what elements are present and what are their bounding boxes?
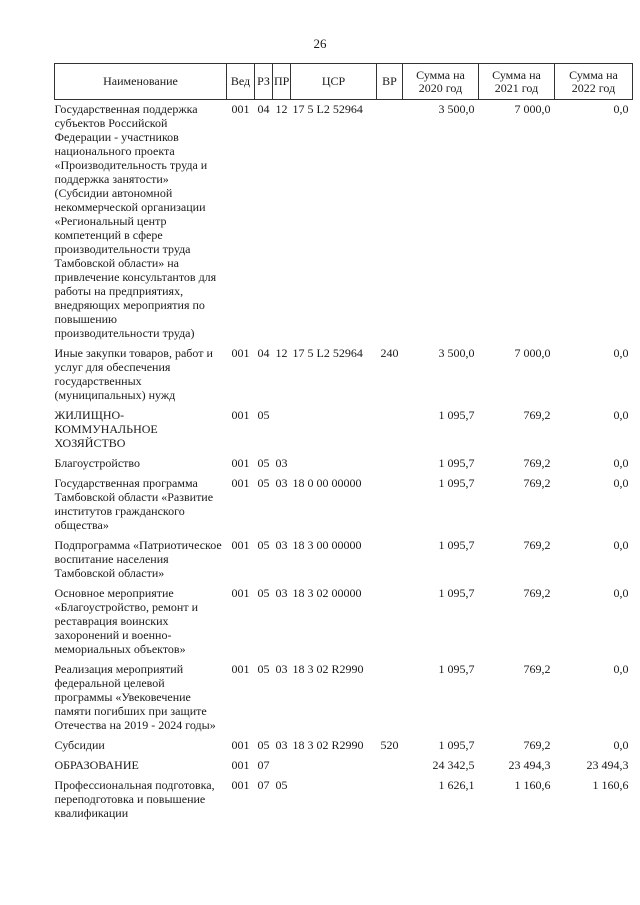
row-csr [291, 772, 377, 820]
table-header-row [55, 64, 633, 100]
row-sum-2021: 1 160,6 [514, 778, 551, 792]
row-pr: 12 [275, 346, 288, 360]
row-ved: 001 [231, 538, 250, 552]
row-vr [377, 752, 403, 772]
row-name: Основное мероприятие «Благоустройство, ремонт и реставрация воинских захоронений и военно-мемориальных объектов» [54, 586, 199, 656]
table-row [55, 470, 633, 532]
row-csr: 18 3 00 00000 [292, 538, 362, 552]
row-sum-2020: 3 500,0 [438, 102, 475, 116]
row-rz: 05 [257, 408, 270, 422]
row-name: Профессиональная подготовка, переподготовка и повышение квалификации [54, 778, 215, 820]
row-ved: 001 [231, 346, 250, 360]
row-name: Реализация мероприятий федеральной целевой программы «Увековечение памяти погибших при защите Отечества на 2019 - 2024 годы» [54, 662, 216, 732]
budget-table [54, 63, 633, 820]
table-row [55, 340, 633, 402]
row-ved: 001 [231, 758, 250, 772]
row-vr [377, 656, 403, 732]
header-vr: ВР [377, 64, 403, 100]
table-row [55, 732, 633, 752]
row-sum-2021: 769,2 [523, 408, 551, 422]
row-sum-2020: 24 342,5 [432, 758, 475, 772]
row-name: Подпрограмма «Патриотическое воспитание населения Тамбовской области» [54, 538, 222, 580]
row-ved: 001 [231, 778, 250, 792]
row-sum-2022: 0,0 [613, 538, 629, 552]
row-sum-2022: 0,0 [613, 456, 629, 470]
header-sum-2022: Сумма на 2022 год [555, 64, 633, 100]
row-rz: 04 [257, 102, 270, 116]
row-name: ОБРАЗОВАНИЕ [54, 758, 139, 772]
header-name: Наименование [55, 64, 227, 100]
row-sum-2022: 0,0 [613, 102, 629, 116]
row-sum-2021: 7 000,0 [514, 346, 551, 360]
row-sum-2021: 769,2 [523, 738, 551, 752]
row-csr: 18 3 02 R2990 [292, 738, 364, 752]
header-sum-2021: Сумма на 2021 год [479, 64, 555, 100]
row-sum-2022: 0,0 [613, 476, 629, 490]
table-row [55, 402, 633, 450]
row-pr: 03 [275, 538, 288, 552]
row-pr: 03 [275, 738, 288, 752]
row-rz: 05 [257, 476, 270, 490]
row-rz: 07 [257, 758, 270, 772]
row-ved: 001 [231, 456, 250, 470]
row-sum-2020: 1 095,7 [438, 662, 475, 676]
row-pr: 03 [275, 476, 288, 490]
row-ved: 001 [231, 738, 250, 752]
table-row [55, 580, 633, 656]
row-sum-2021: 7 000,0 [514, 102, 551, 116]
row-vr [377, 580, 403, 656]
row-csr: 17 5 L2 52964 [292, 102, 363, 116]
row-pr: 03 [275, 586, 288, 600]
row-name: Иные закупки товаров, работ и услуг для обеспечения государственных (муниципальных) нужд [54, 346, 213, 402]
header-csr: ЦСР [291, 64, 377, 100]
row-vr: 240 [380, 346, 399, 360]
row-vr [377, 772, 403, 820]
row-pr [273, 752, 291, 772]
row-sum-2022: 0,0 [613, 408, 629, 422]
header-rz: РЗ [255, 64, 273, 100]
row-sum-2020: 1 095,7 [438, 408, 475, 422]
header-pr: ПР [273, 64, 291, 100]
row-pr: 05 [275, 778, 288, 792]
row-sum-2020: 3 500,0 [438, 346, 475, 360]
row-ved: 001 [231, 102, 250, 116]
row-rz: 04 [257, 346, 270, 360]
row-sum-2021: 769,2 [523, 538, 551, 552]
row-ved: 001 [231, 586, 250, 600]
row-sum-2020: 1 095,7 [438, 738, 475, 752]
row-rz: 07 [257, 778, 270, 792]
page-number: 26 [313, 36, 327, 51]
table-row [55, 752, 633, 772]
row-sum-2022: 1 160,6 [592, 778, 629, 792]
row-csr: 17 5 L2 52964 [292, 346, 363, 360]
header-ved: Вед [227, 64, 255, 100]
row-sum-2021: 769,2 [523, 662, 551, 676]
row-pr [273, 402, 291, 450]
row-sum-2021: 769,2 [523, 586, 551, 600]
row-sum-2020: 1 095,7 [438, 538, 475, 552]
row-sum-2022: 0,0 [613, 662, 629, 676]
row-name: ЖИЛИЩНО-КОММУНАЛЬНОЕ ХОЗЯЙСТВО [54, 408, 158, 450]
row-rz: 05 [257, 738, 270, 752]
table-row [55, 656, 633, 732]
row-sum-2020: 1 095,7 [438, 456, 475, 470]
row-sum-2021: 769,2 [523, 476, 551, 490]
table-row [55, 772, 633, 820]
row-sum-2021: 23 494,3 [508, 758, 551, 772]
row-ved: 001 [231, 476, 250, 490]
row-name: Субсидии [54, 738, 105, 752]
row-sum-2020: 1 095,7 [438, 476, 475, 490]
row-name: Благоустройство [54, 456, 141, 470]
row-sum-2022: 0,0 [613, 346, 629, 360]
row-csr [291, 402, 377, 450]
row-csr: 18 0 00 00000 [292, 476, 362, 490]
row-sum-2020: 1 626,1 [438, 778, 475, 792]
row-vr: 520 [380, 738, 399, 752]
row-vr [377, 402, 403, 450]
table-row [55, 100, 633, 341]
row-csr: 18 3 02 00000 [292, 586, 362, 600]
header-sum-2020: Сумма на 2020 год [403, 64, 479, 100]
table-row [55, 532, 633, 580]
table-row [55, 450, 633, 470]
row-name: Государственная поддержка субъектов Российской Федерации - участников национального проекта «Производительность труда и поддержка занятости» (Субсидии автономной некоммерческой организации «Региональный центр компетенций в сфере производительности труда Тамбовской области» на привлечение консультантов для работы на предприятиях, внедряющих мероприятия по повышению производительности труда) [54, 102, 217, 340]
row-vr [377, 532, 403, 580]
row-sum-2022: 0,0 [613, 738, 629, 752]
row-csr [291, 752, 377, 772]
row-rz: 05 [257, 662, 270, 676]
row-csr [291, 450, 377, 470]
row-csr: 18 3 02 R2990 [292, 662, 364, 676]
row-ved: 001 [231, 662, 250, 676]
row-name: Государственная программа Тамбовской области «Развитие институтов гражданского общества» [54, 476, 214, 532]
row-vr [377, 470, 403, 532]
row-pr: 03 [275, 456, 288, 470]
row-sum-2021: 769,2 [523, 456, 551, 470]
row-pr: 03 [275, 662, 288, 676]
row-rz: 05 [257, 586, 270, 600]
row-rz: 05 [257, 456, 270, 470]
row-sum-2022: 23 494,3 [586, 758, 629, 772]
row-rz: 05 [257, 538, 270, 552]
row-ved: 001 [231, 408, 250, 422]
row-sum-2022: 0,0 [613, 586, 629, 600]
row-sum-2020: 1 095,7 [438, 586, 475, 600]
row-vr [377, 450, 403, 470]
row-vr [377, 100, 403, 341]
row-pr: 12 [275, 102, 288, 116]
